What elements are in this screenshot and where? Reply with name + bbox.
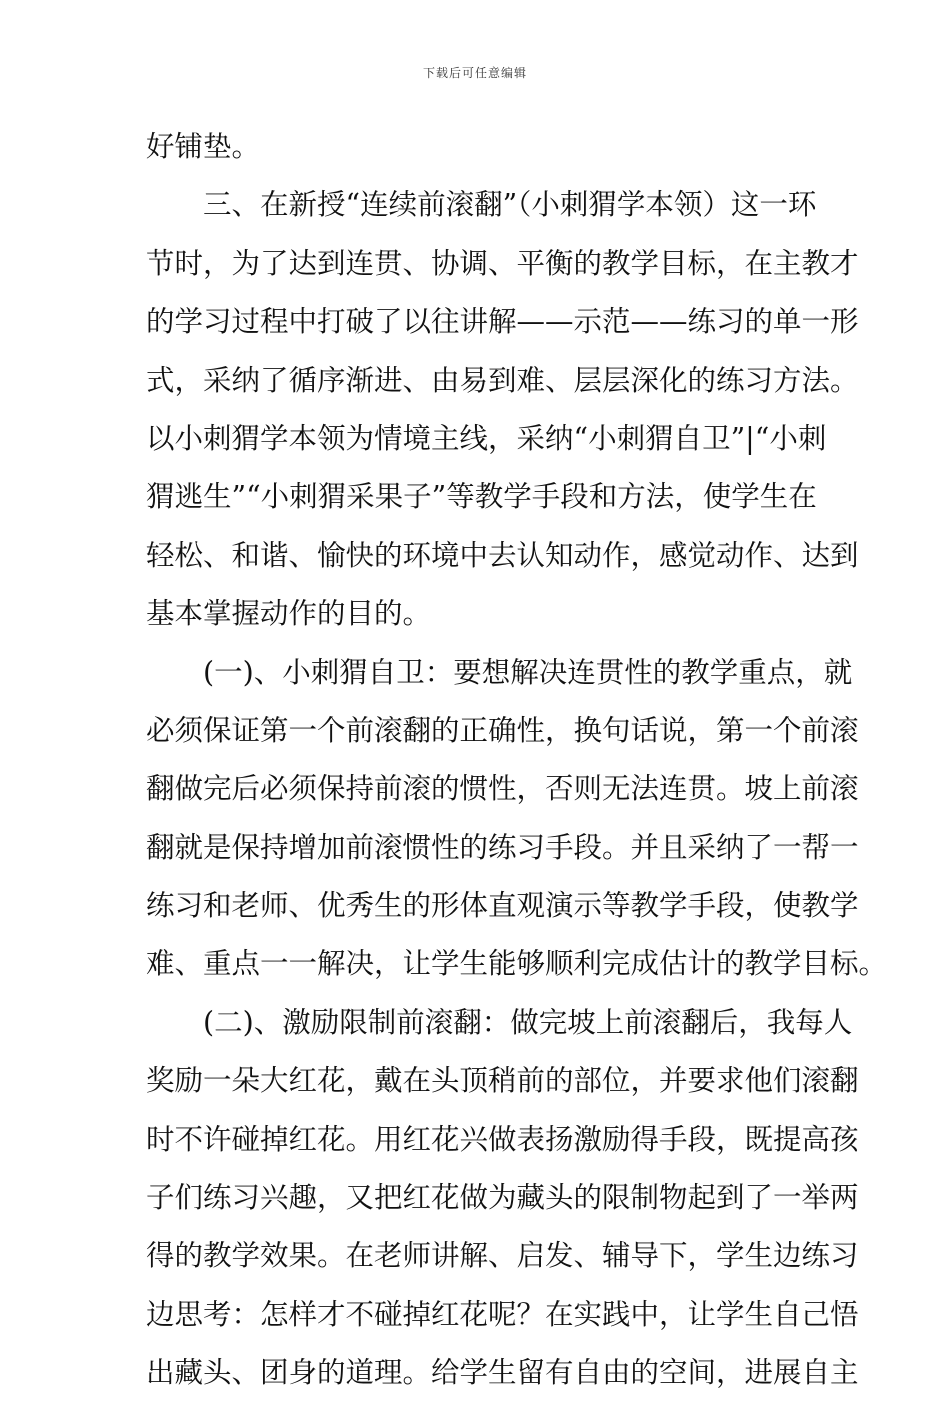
text-line: 翻做完后必须保持前滚的惯性，否则无法连贯。坡上前滚 [146,772,859,806]
text-line: 式，采纳了循序渐进、由易到难、层层深化的练习方法。 [146,363,859,397]
text-line: (一)、小刺猬自卫：要想解决连贯性的教学重点，就 [146,655,853,689]
text-line: 翻就是保持增加前滚惯性的练习手段。并且采纳了一帮一 [146,830,859,864]
text-line: 基本掌握动作的目的。 [146,597,432,631]
text-line: 的学习过程中打破了以往讲解——示范——练习的单一形 [146,305,859,339]
text-line: 出藏头、团身的道理。给学生留有自由的空间，进展自主 [146,1356,859,1390]
text-line: 子们练习兴趣，又把红花做为藏头的限制物起到了一举两 [146,1181,859,1215]
text-line: (二)、激励限制前滚翻：做完坡上前滚翻后，我每人 [146,1005,853,1039]
text-line: 练习和老师、优秀生的形体直观演示等教学手段，使教学 [146,889,859,923]
text-line: 以小刺猬学本领为情境主线，采纳“小刺猬自卫”|“小刺 [146,421,827,455]
page-header: 下载后可任意编辑 [422,66,527,80]
text-line: 猬逃生”“小刺猬采果子”等教学手段和方法，使学生在 [146,480,817,514]
text-line: 轻松、和谐、愉快的环境中去认知动作，感觉动作、达到 [146,538,859,572]
document-body [146,125,888,1410]
text-line: 得的教学效果。在老师讲解、启发、辅导下，学生边练习 [146,1239,859,1273]
text-line: 必须保证第一个前滚翻的正确性，换句话说，第一个前滚 [146,713,859,747]
text-line: 难、重点一一解决，让学生能够顺利完成估计的教学目标。 [146,947,888,981]
text-line: 边思考：怎样才不碰掉红花呢？在实践中，让学生自己悟 [146,1297,859,1331]
text-line: 节时，为了达到连贯、协调、平衡的教学目标，在主教才 [146,246,859,280]
text-line: 好铺垫。 [146,130,261,163]
text-line: 时不许碰掉红花。用红花兴做表扬激励得手段，既提高孩 [146,1122,859,1156]
text-line: 三、在新授“连续前滚翻”（小刺猬学本领）这一环 [146,188,817,222]
text-line: 奖励一朵大红花，戴在头顶稍前的部位，并要求他们滚翻 [146,1064,859,1098]
